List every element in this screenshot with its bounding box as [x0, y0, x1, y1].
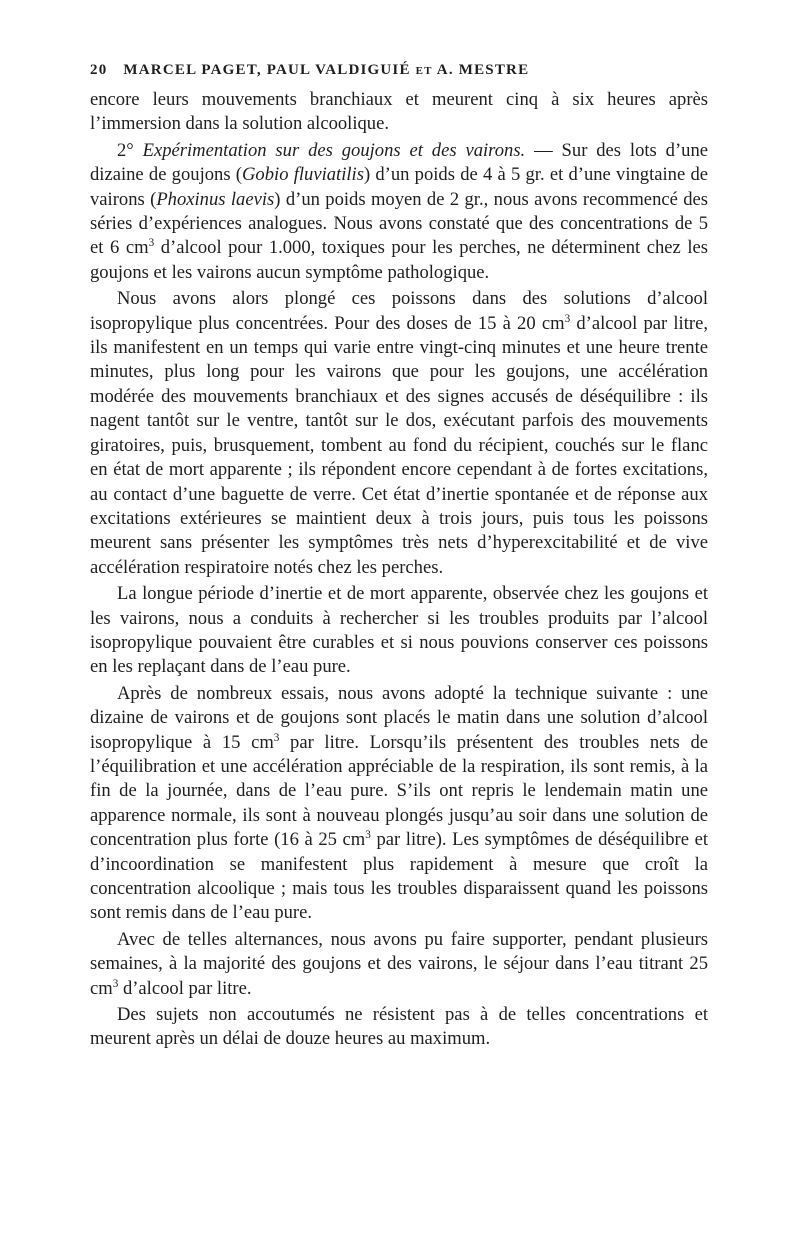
paragraph-4-text: La longue période d’inertie et de mort apparente, observée chez les goujons et les vairons, nous a conduits à rechercher si les troubles produits par l’alcool isopropylique pouvaient être curables et si nous pouvions conserver ces poissons en les replaçant dans de l’eau pure. — [90, 583, 708, 678]
paragraph-2-text-a: — Sur des lots d’une dizaine de goujons ( — [90, 139, 709, 186]
paragraph-2-text-c: ) d’un poids moyen de 2 gr., nous avons recommencé des séries d’expériences analogues. Nous avons constaté que des concentrations de 5 et 6 cm — [90, 188, 709, 259]
section-heading: Expérimentation sur des goujons et des vairons. — [142, 139, 526, 161]
running-header — [90, 58, 708, 82]
superscript-3: 3 — [148, 237, 155, 250]
paragraph-4 — [90, 582, 708, 680]
paragraph-5 — [90, 682, 708, 926]
latin-name-phoxinus: Phoxinus laevis — [156, 188, 275, 210]
superscript-3: 3 — [273, 731, 280, 744]
author-names: MARCEL PAGET, PAUL VALDIGUIÉ et A. MESTRE — [123, 62, 530, 78]
paragraph-6 — [90, 928, 708, 1001]
paragraph-3-text-a: Nous avons alors plongé ces poissons dans des solutions d’alcool isopropylique plus concentrées. Pour des doses de 15 à 20 cm — [90, 288, 708, 334]
paragraph-5-text-b: par litre. Lorsqu’ils présentent des troubles nets de l’équilibration et une accélération appréciable de la respiration, ils sont remis, à la fin de la journée, dans de l’eau pure. S’ils ont repris le lendemain matin une apparence normale, ils sont à nouveau plongés jusqu’au soir dans une solution de concentration plus forte (16 à 25 cm — [90, 731, 708, 851]
superscript-3: 3 — [365, 828, 371, 841]
page-number: 20 — [90, 62, 108, 78]
paragraph-2-text-d: d’alcool pour 1.000, toxiques pour les perches, ne déterminent chez les goujons et les vairons aucun symptôme pathologique. — [90, 237, 709, 283]
paragraph-5-text-a: Après de nombreux essais, nous avons adopté la technique suivante : une dizaine de vairons et de goujons sont placés le matin dans une solution d’alcool isopropylique à 15 cm — [90, 682, 708, 753]
paragraph-7-text: Des sujets non accoutumés ne résistent pas à de telles concentrations et meurent après un délai de douze heures au maximum. — [90, 1004, 708, 1050]
paragraph-7 — [90, 1003, 708, 1052]
paragraph-6-text-a: Avec de telles alternances, nous avons pu faire supporter, pendant plusieurs semaines, à la majorité des goujons et des vairons, le séjour dans l’eau titrant 25 cm — [90, 928, 708, 999]
paragraph-1 — [90, 88, 708, 137]
document-page — [90, 58, 708, 1052]
paragraph-3 — [90, 287, 708, 580]
paragraph-2 — [90, 139, 708, 285]
latin-name-gobio: Gobio fluviatilis — [242, 164, 364, 186]
section-number: 2° — [117, 139, 134, 161]
paragraph-1-text: encore leurs mouvements branchiaux et meurent cinq à six heures après l’immersion dans la solution alcoolique. — [90, 89, 708, 135]
superscript-3: 3 — [112, 977, 119, 990]
paragraph-6-text-b: d’alcool par litre. — [118, 977, 252, 999]
superscript-3: 3 — [564, 312, 571, 325]
paragraph-2-text-b: ) d’un poids de 4 à 5 gr. et d’une vingtaine de vairons ( — [90, 164, 708, 210]
body-text — [90, 88, 708, 1052]
paragraph-5-text-c: par litre). Les symptômes de déséquilibre et d’incoordination se manifestent plus rapidement à mesure que croît la concentration alcoolique ; mais tous les troubles disparaissent quand les poissons sont remis dans de l’eau pure. — [90, 829, 708, 924]
paragraph-3-text-b: d’alcool par litre, ils manifestent en un temps qui varie entre vingt-cinq minutes et une heure trente minutes, plus long pour les vairons que pour les goujons, une accélération modérée des mouvements branchiaux et des signes accusés de déséquilibre : ils nagent tantôt sur le ventre, tantôt sur le dos, exécutant parfois des mouvements giratoires, puis, brusquement, tombent au fond du récipient, couchés sur le flanc en état de mort apparente ; ils répondent encore cependant à de fortes excitations, au contact d’une baguette de verre. Cet état d’inertie spontanée et de réponse aux excitations extérieures se maintient deux à trois jours, puis tous les poissons meurent sans présenter les symptômes très nets d’hyperexcitabilité et de vive accélération respiratoire notés chez les perches. — [90, 312, 708, 578]
